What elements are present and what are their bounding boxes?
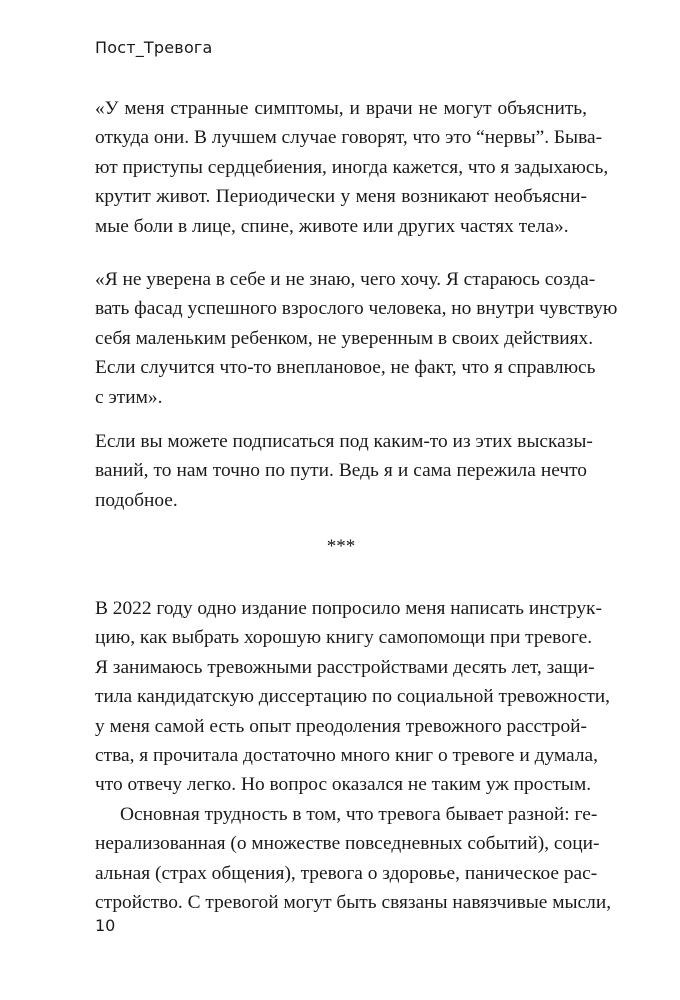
text-line: стройство. С тревогой могут быть связаны навязчивые мысли, (95, 892, 612, 914)
paragraph-difficulty (95, 800, 612, 918)
text-line: Если случится что-то внеплановое, не факт, что я справлюсь (95, 357, 596, 379)
text-line: ства, я прочитала достаточно много книг о тревоге и думала, (95, 745, 598, 767)
text-line: В 2022 году одно издание попросило меня написать инструк- (95, 598, 602, 619)
text-line: с этим». (95, 386, 163, 408)
page-number: 10 (95, 916, 116, 935)
text-line: нерализованная (о множестве повседневных событий), соци- (95, 833, 600, 855)
text-line: Я занимаюсь тревожными расстройствами десять лет, защи- (95, 656, 595, 678)
text-line: «Я не уверена в себе и не знаю, чего хочу. Я стараюсь созда- (95, 269, 596, 290)
text-line: цию, как выбрать хорошую книгу самопомощи при тревоге. (95, 627, 593, 649)
paragraph-quote-symptoms (95, 94, 609, 241)
text-line: альная (страх общения), тревога о здоровье, паническое рас- (95, 862, 598, 884)
text-line: Основная трудность в том, что тревога бывает разной: ге- (120, 804, 598, 825)
text-line: что отвечу легко. Но вопрос оказался не таким уж простым. (95, 774, 592, 796)
running-title: Пост_Тревога (95, 38, 213, 57)
text-line: откуда они. В лучшем случае говорят, что это “нервы”. Быва- (95, 127, 603, 149)
text-line: Если вы можете подписаться под каким-то из этих высказы- (95, 431, 593, 452)
section-separator: *** (326, 536, 356, 557)
text-line: ют приступы сердцебиения, иногда кажется, что я задыхаюсь, (95, 156, 609, 178)
text-line: у меня самой есть опыт преодоления тревожного расстрой- (95, 715, 587, 737)
paragraph-quote-insecurity (95, 265, 618, 412)
text-line: «У меня странные симптомы, и врачи не могут объяснить, (95, 98, 587, 119)
text-line: тила кандидатскую диссертацию по социальной тревожности, (95, 686, 611, 708)
paragraph-intro (95, 427, 593, 515)
text-line: себя маленьким ребенком, не уверенным в своих действиях. (95, 327, 594, 349)
text-line: мые боли в лице, спине, животе или других частях тела». (95, 215, 569, 237)
text-line: крутит живот. Периодически у меня возникают необъясни- (95, 186, 587, 208)
text-line: ваний, то нам точно по пути. Ведь я и сама пережила нечто (95, 460, 587, 482)
text-line: вать фасад успешного взрослого человека, но внутри чувствую (95, 298, 618, 320)
text-line: подобное. (95, 489, 178, 511)
paragraph-2022 (95, 594, 611, 800)
